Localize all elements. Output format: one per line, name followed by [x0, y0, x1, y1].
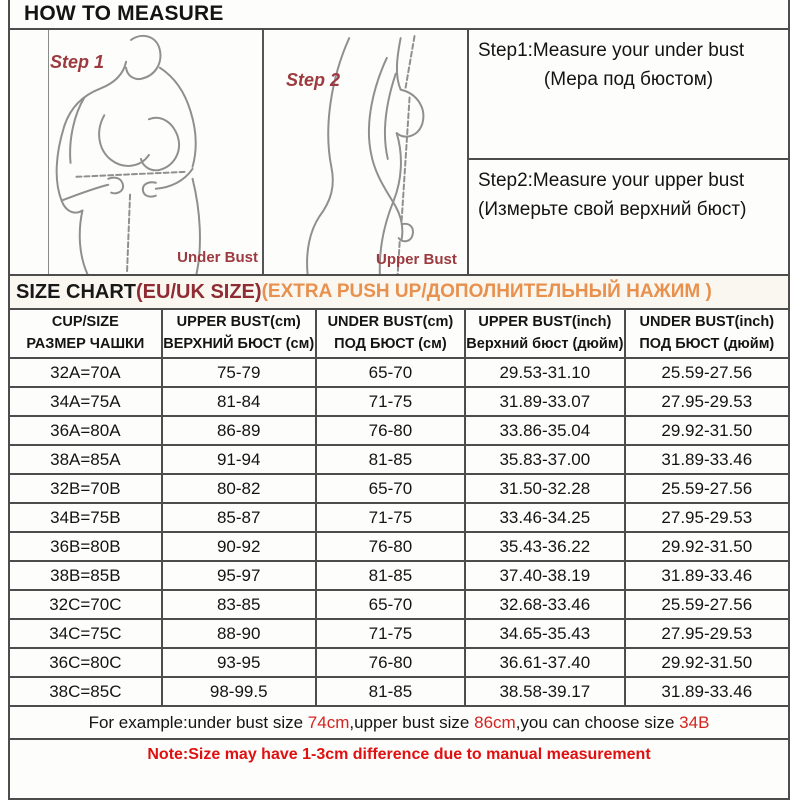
table-row [10, 677, 788, 706]
table-cell: 93-95 [162, 648, 316, 677]
table-cell: 32C=70C [10, 590, 162, 619]
table-cell: 32A=70A [10, 358, 162, 387]
table-cell: 34B=75B [10, 503, 162, 532]
step2-instruction-text: Step2:Measure your upper bust (Измерьте свой верхний бюст) [478, 170, 747, 220]
table-cell: 31.89-33.46 [625, 445, 788, 474]
table-cell: 86-89 [162, 416, 316, 445]
col-header-line1: UNDER BUST(inch) [639, 314, 775, 331]
table-row [10, 532, 788, 561]
table-cell: 65-70 [316, 590, 465, 619]
table-cell: 71-75 [316, 503, 465, 532]
table-cell: 37.40-38.19 [465, 561, 624, 590]
table-cell: 29.92-31.50 [625, 416, 788, 445]
table-cell: 76-80 [316, 532, 465, 561]
col-header-line2: ПОД БЮСТ (см) [334, 335, 447, 352]
table-cell: 32.68-33.46 [465, 590, 624, 619]
table-cell: 31.50-32.28 [465, 474, 624, 503]
table-cell: 85-87 [162, 503, 316, 532]
table-row [10, 445, 788, 474]
step2-figure-illustration [264, 30, 467, 274]
table-cell: 80-82 [162, 474, 316, 503]
step1-instruction-en: Step1:Measure your under bust [478, 40, 745, 61]
table-cell: 38A=85A [10, 445, 162, 474]
table-cell: 25.59-27.56 [625, 590, 788, 619]
col-header-upper-bust-cm [162, 310, 316, 358]
table-cell: 75-79 [162, 358, 316, 387]
table-row [10, 619, 788, 648]
table-row [10, 387, 788, 416]
table-cell: 31.89-33.07 [465, 387, 624, 416]
table-cell: 81-84 [162, 387, 316, 416]
table-cell: 76-80 [316, 648, 465, 677]
table-cell: 34C=75C [10, 619, 162, 648]
note-text: Note:Size may have 1-3cm difference due to manual measurement [147, 746, 651, 763]
step2-illustration-panel [262, 30, 467, 274]
table-cell: 31.89-33.46 [625, 677, 788, 706]
table-row [10, 561, 788, 590]
step1-illustration-panel [10, 30, 262, 274]
measure-steps-text [467, 30, 788, 274]
example-highlight-value: 86cm [474, 712, 516, 732]
page-title: HOW TO MEASURE [24, 2, 224, 25]
table-cell: 31.89-33.46 [625, 561, 788, 590]
table-row [10, 648, 788, 677]
table-cell: 25.59-27.56 [625, 474, 788, 503]
size-chart-heading-black: SIZE CHART [16, 280, 136, 303]
table-cell: 65-70 [316, 474, 465, 503]
col-header-line1: UPPER BUST(inch) [478, 314, 612, 331]
table-row [10, 416, 788, 445]
size-chart-heading [10, 276, 788, 310]
table-cell: 81-85 [316, 445, 465, 474]
col-header-line2: Верхний бюст (дюйм) [466, 335, 624, 352]
table-cell: 33.46-34.25 [465, 503, 624, 532]
table-cell: 36B=80B [10, 532, 162, 561]
col-header-line1: UPPER BUST(cm) [176, 314, 301, 331]
size-table-body [10, 358, 788, 706]
example-row [10, 707, 788, 740]
table-cell: 90-92 [162, 532, 316, 561]
under-bust-label: Under Bust [177, 249, 258, 266]
size-table [10, 310, 788, 707]
step1-instruction [469, 30, 788, 160]
example-text-part: ,upper bust size [349, 712, 475, 732]
table-cell: 65-70 [316, 358, 465, 387]
example-highlight-value: 34B [679, 712, 710, 732]
step1-figure-label: Step 1 [50, 52, 105, 72]
step1-instruction-ru: (Мера под бюстом) [543, 68, 714, 90]
table-cell: 95-97 [162, 561, 316, 590]
title-row [10, 0, 788, 30]
table-cell: 34A=75A [10, 387, 162, 416]
col-header-line2: ПОД БЮСТ (дюйм) [639, 335, 775, 352]
table-cell: 88-90 [162, 619, 316, 648]
table-cell: 29.53-31.10 [465, 358, 624, 387]
step2-instruction [469, 160, 788, 274]
table-cell: 38B=85B [10, 561, 162, 590]
example-highlight-value: 74cm [307, 712, 350, 732]
table-cell: 71-75 [316, 619, 465, 648]
table-row [10, 503, 788, 532]
table-cell: 38.58-39.17 [465, 677, 624, 706]
col-header-line2: ВЕРХНИЙ БЮСТ (см) [163, 335, 315, 352]
example-text-part: ,you can choose size [515, 712, 680, 732]
table-cell: 25.59-27.56 [625, 358, 788, 387]
table-cell: 91-94 [162, 445, 316, 474]
size-chart-heading-orange: (EXTRA PUSH UP/ДОПОЛНИТЕЛЬНЫЙ НАЖИМ ) [261, 281, 712, 302]
table-cell: 35.83-37.00 [465, 445, 624, 474]
table-cell: 36.61-37.40 [465, 648, 624, 677]
table-cell: 81-85 [316, 677, 465, 706]
step2-figure-label: Step 2 [286, 70, 341, 90]
table-row [10, 590, 788, 619]
table-cell: 36C=80C [10, 648, 162, 677]
col-header-under-bust-inch [625, 310, 788, 358]
table-cell: 32B=70B [10, 474, 162, 503]
table-cell: 27.95-29.53 [625, 503, 788, 532]
example-text [89, 713, 710, 733]
table-cell: 36A=80A [10, 416, 162, 445]
table-row [10, 358, 788, 387]
upper-bust-label: Upper Bust [376, 251, 457, 268]
size-guide-sheet [8, 0, 790, 800]
table-cell: 38C=85C [10, 677, 162, 706]
table-cell: 29.92-31.50 [625, 532, 788, 561]
col-header-upper-bust-inch [465, 310, 624, 358]
step1-figure-illustration [10, 30, 262, 274]
table-cell: 27.95-29.53 [625, 619, 788, 648]
table-cell: 29.92-31.50 [625, 648, 788, 677]
col-header-line2: РАЗМЕР ЧАШКИ [26, 335, 145, 352]
table-row [10, 474, 788, 503]
size-chart-heading-maroon: (EU/UK SIZE) [136, 280, 262, 303]
table-header-row [10, 310, 788, 358]
table-cell: 81-85 [316, 561, 465, 590]
table-cell: 34.65-35.43 [465, 619, 624, 648]
col-header-line1: UNDER BUST(cm) [327, 314, 454, 331]
note-row [10, 740, 788, 770]
table-cell: 83-85 [162, 590, 316, 619]
col-header-line1: CUP/SIZE [51, 314, 119, 331]
col-header-cup-size [10, 310, 162, 358]
table-cell: 35.43-36.22 [465, 532, 624, 561]
table-cell: 27.95-29.53 [625, 387, 788, 416]
table-cell: 33.86-35.04 [465, 416, 624, 445]
example-text-part: For example:under bust size [88, 712, 308, 732]
measure-illustrations [10, 30, 467, 274]
table-cell: 71-75 [316, 387, 465, 416]
col-header-under-bust-cm [316, 310, 465, 358]
measure-section [10, 30, 788, 276]
table-cell: 76-80 [316, 416, 465, 445]
table-cell: 98-99.5 [162, 677, 316, 706]
